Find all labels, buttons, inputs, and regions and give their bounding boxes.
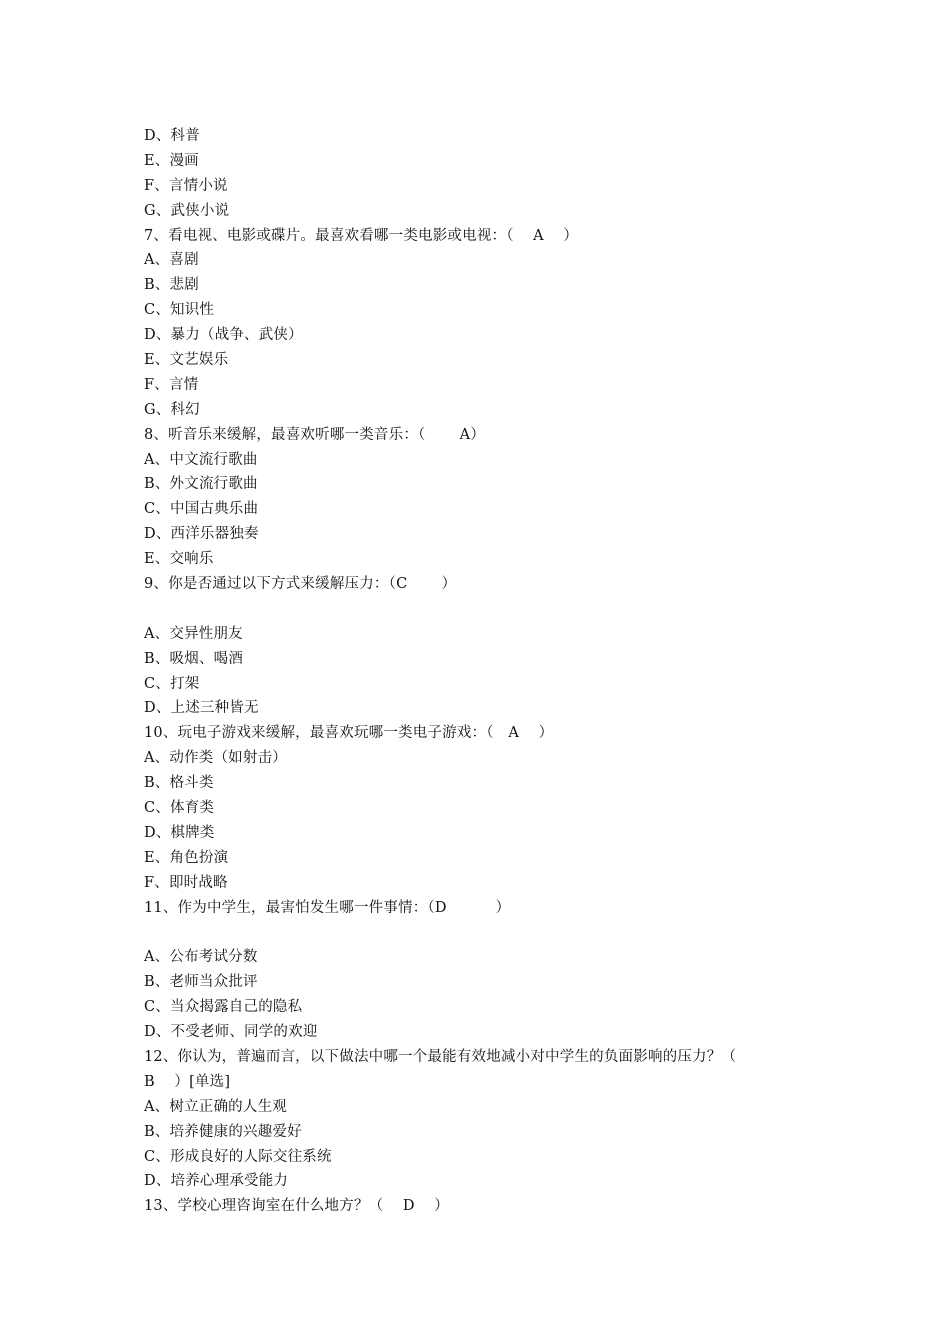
text-line: F、言情 bbox=[144, 376, 199, 393]
text-line: A、公布考试分数 bbox=[144, 949, 258, 966]
text-line: D、暴力（战争、武侠） bbox=[144, 327, 303, 344]
text-line: D、西洋乐器独奏 bbox=[144, 526, 259, 543]
text-line: A、树立正确的人生观 bbox=[144, 1098, 287, 1115]
text-line: B、老师当众批评 bbox=[144, 974, 258, 991]
text-line: B、悲剧 bbox=[144, 277, 199, 294]
text-line: E、角色扮演 bbox=[144, 849, 229, 866]
text-line: E、交响乐 bbox=[144, 551, 214, 568]
text-line: B、培养健康的兴趣爱好 bbox=[144, 1123, 302, 1140]
document-content bbox=[144, 124, 824, 1219]
question-line: 9、你是否通过以下方式来缓解压力：（C ） bbox=[144, 576, 457, 593]
blank-line bbox=[144, 597, 824, 622]
text-line: D、棋牌类 bbox=[144, 824, 215, 841]
text-line: A、动作类（如射击） bbox=[144, 750, 287, 767]
text-line: B、格斗类 bbox=[144, 775, 214, 792]
text-line: D、不受老师、同学的欢迎 bbox=[144, 1024, 318, 1041]
question-line: 8、听音乐来缓解，最喜欢听哪一类音乐：（ A） bbox=[144, 426, 486, 443]
question-line: 11、作为中学生，最害怕发生哪一件事情：（D ） bbox=[144, 899, 511, 916]
text-line: E、漫画 bbox=[144, 152, 199, 169]
text-line: G、武侠小说 bbox=[144, 202, 230, 219]
text-line: B、吸烟、喝酒 bbox=[144, 650, 244, 667]
text-line: A、中文流行歌曲 bbox=[144, 451, 258, 468]
text-line: F、即时战略 bbox=[144, 874, 228, 891]
text-line: A、交异性朋友 bbox=[144, 625, 243, 642]
text-line: E、文艺娱乐 bbox=[144, 352, 229, 369]
question-line: 7、看电视、电影或碟片。最喜欢看哪一类电影或电视：（ A ） bbox=[144, 227, 579, 244]
text-line: D、上述三种皆无 bbox=[144, 700, 259, 717]
question-line: 13、学校心理咨询室在什么地方？（ D ） bbox=[144, 1198, 449, 1215]
text-line: A、喜剧 bbox=[144, 252, 199, 269]
text-line: D、培养心理承受能力 bbox=[144, 1173, 289, 1190]
blank-line bbox=[144, 921, 824, 946]
text-line: C、中国古典乐曲 bbox=[144, 501, 259, 518]
text-line: G、科幻 bbox=[144, 401, 200, 418]
question-line-continued: B ）[单选] bbox=[144, 1073, 231, 1090]
text-line: D、科普 bbox=[144, 128, 200, 144]
text-line: B、外文流行歌曲 bbox=[144, 476, 258, 493]
question-line: 12、你认为，普遍而言，以下做法中哪一个最能有效地减小对中学生的负面影响的压力？（ bbox=[144, 1048, 737, 1065]
text-line: C、体育类 bbox=[144, 800, 215, 817]
question-line: 10、玩电子游戏来缓解，最喜欢玩哪一类电子游戏：（ A ） bbox=[144, 725, 554, 742]
text-line: C、形成良好的人际交往系统 bbox=[144, 1148, 332, 1165]
text-line: F、言情小说 bbox=[144, 177, 228, 194]
text-line: C、打架 bbox=[144, 675, 200, 692]
text-line: C、当众揭露自己的隐私 bbox=[144, 999, 303, 1016]
text-line: C、知识性 bbox=[144, 302, 215, 319]
